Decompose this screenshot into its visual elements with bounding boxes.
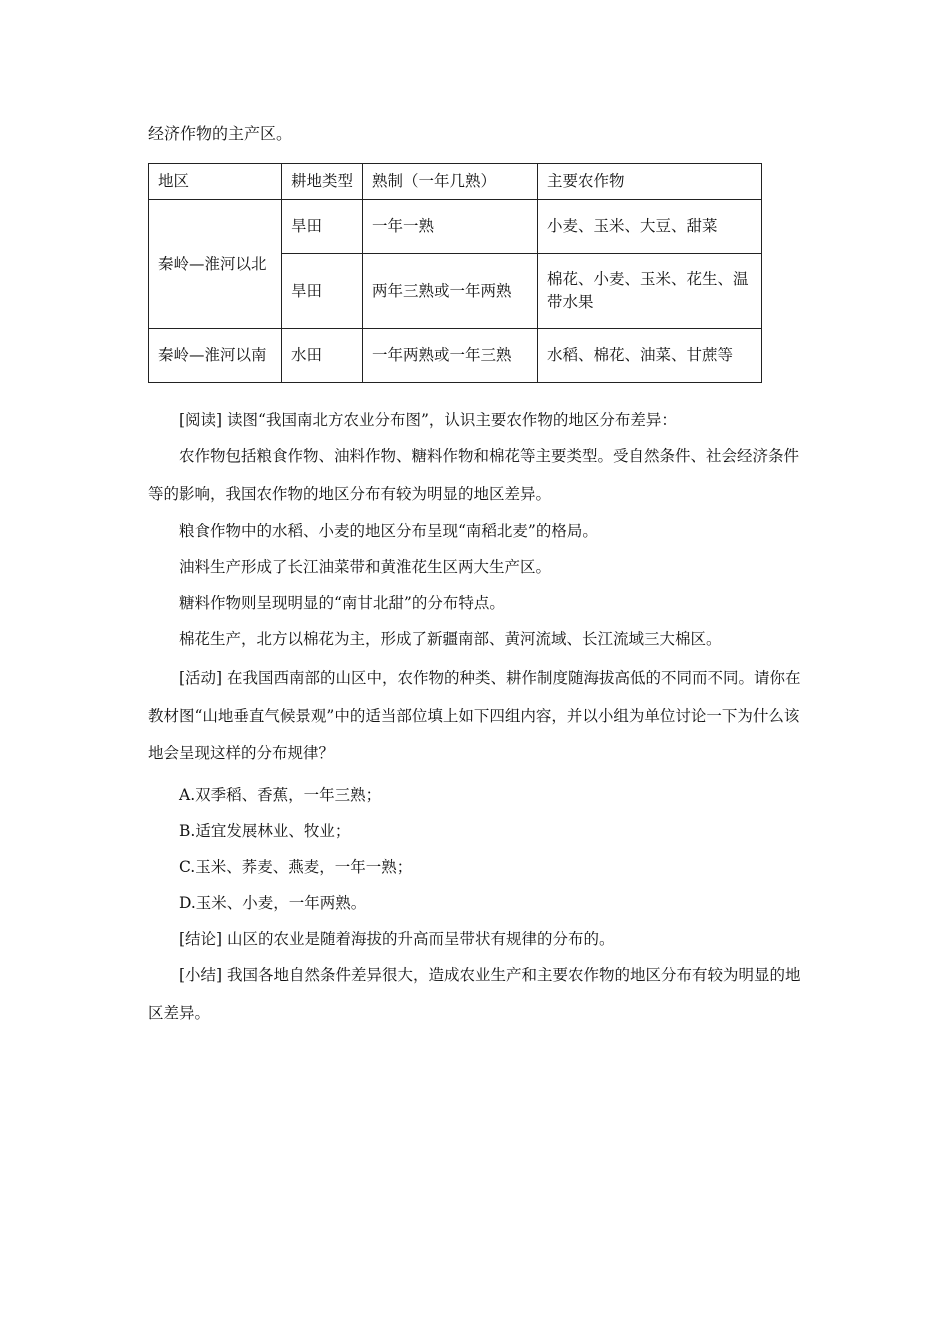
- sugar-paragraph: 糖料作物则呈现明显的“南甘北甜”的分布特点。: [179, 594, 505, 612]
- region-south-cell: 秦岭—淮河以南: [149, 329, 282, 383]
- header-land-type: 耕地类型: [282, 164, 363, 200]
- grain-paragraph: 粮食作物中的水稻、小麦的地区分布呈现“南稻北麦”的格局。: [179, 522, 598, 540]
- summary-paragraph: [小结] 我国各地自然条件差异很大，造成农业生产和主要农作物的地区分布有较为明显的地区差异。: [148, 966, 801, 1022]
- oil-paragraph: 油料生产形成了长江油菜带和黄淮花生区两大生产区。: [179, 558, 552, 576]
- crop-types-paragraph: 农作物包括粮食作物、油料作物、糖料作物和棉花等主要类型。受自然条件、社会经济条件等的影响，我国农作物的地区分布有较为明显的地区差异。: [148, 447, 800, 503]
- conclusion-paragraph: [结论] 山区的农业是随着海拔的升高而呈带状有规律的分布的。: [179, 930, 615, 948]
- option-c: C.玉米、荞麦、燕麦，一年一熟；: [179, 858, 413, 876]
- region-north-cell: 秦岭—淮河以北: [149, 200, 282, 329]
- table-row: [149, 329, 762, 383]
- option-b: B.适宜发展林业、牧业；: [179, 822, 351, 840]
- main-crops-cell: 小麦、玉米、大豆、甜菜: [538, 200, 762, 254]
- main-crops-cell: 水稻、棉花、油菜、甘蔗等: [538, 329, 762, 383]
- land-type-cell: 旱田: [282, 254, 363, 329]
- land-type-cell: 水田: [282, 329, 363, 383]
- main-crops-cell: [538, 254, 762, 329]
- option-a: A.双季稻、香蕉，一年三熟；: [179, 786, 382, 804]
- options-section: [148, 777, 810, 957]
- activity-section: [148, 660, 810, 773]
- activity-paragraph: [活动] 在我国西南部的山区中，农作物的种类、耕作制度随海拔高低的不同而不同。请你在教材图“山地垂直气候景观”中的适当部位填上如下四组内容，并以小组为单位讨论一下为什么该地会呈现这样的分布规律？: [148, 669, 801, 762]
- option-d: D.玉米、小麦，一年两熟。: [179, 894, 367, 912]
- header-region: 地区: [149, 164, 282, 200]
- cotton-paragraph: 棉花生产，北方以棉花为主，形成了新疆南部、黄河流域、长江流域三大棉区。: [179, 630, 722, 648]
- crops-line-2: 带水果: [547, 293, 594, 311]
- table-row: [149, 200, 762, 254]
- cropping-system-cell: 一年一熟: [363, 200, 538, 254]
- crop-distribution-table: [148, 163, 762, 383]
- intro-text: 经济作物的主产区。: [148, 124, 293, 143]
- land-type-cell: 旱田: [282, 200, 363, 254]
- header-main-crops: 主要农作物: [538, 164, 762, 200]
- cropping-system-cell: 两年三熟或一年两熟: [363, 254, 538, 329]
- cropping-system-cell: 一年两熟或一年三熟: [363, 329, 538, 383]
- crops-line-1: 棉花、小麦、玉米、花生、温: [547, 270, 749, 288]
- header-cropping-system: 熟制（一年几熟）: [363, 164, 538, 200]
- reading-section: [148, 402, 810, 657]
- summary-section: [148, 957, 810, 1032]
- table-header-row: [149, 164, 762, 200]
- reading-paragraph: [阅读] 读图“我国南北方农业分布图”，认识主要农作物的地区分布差异：: [179, 411, 677, 429]
